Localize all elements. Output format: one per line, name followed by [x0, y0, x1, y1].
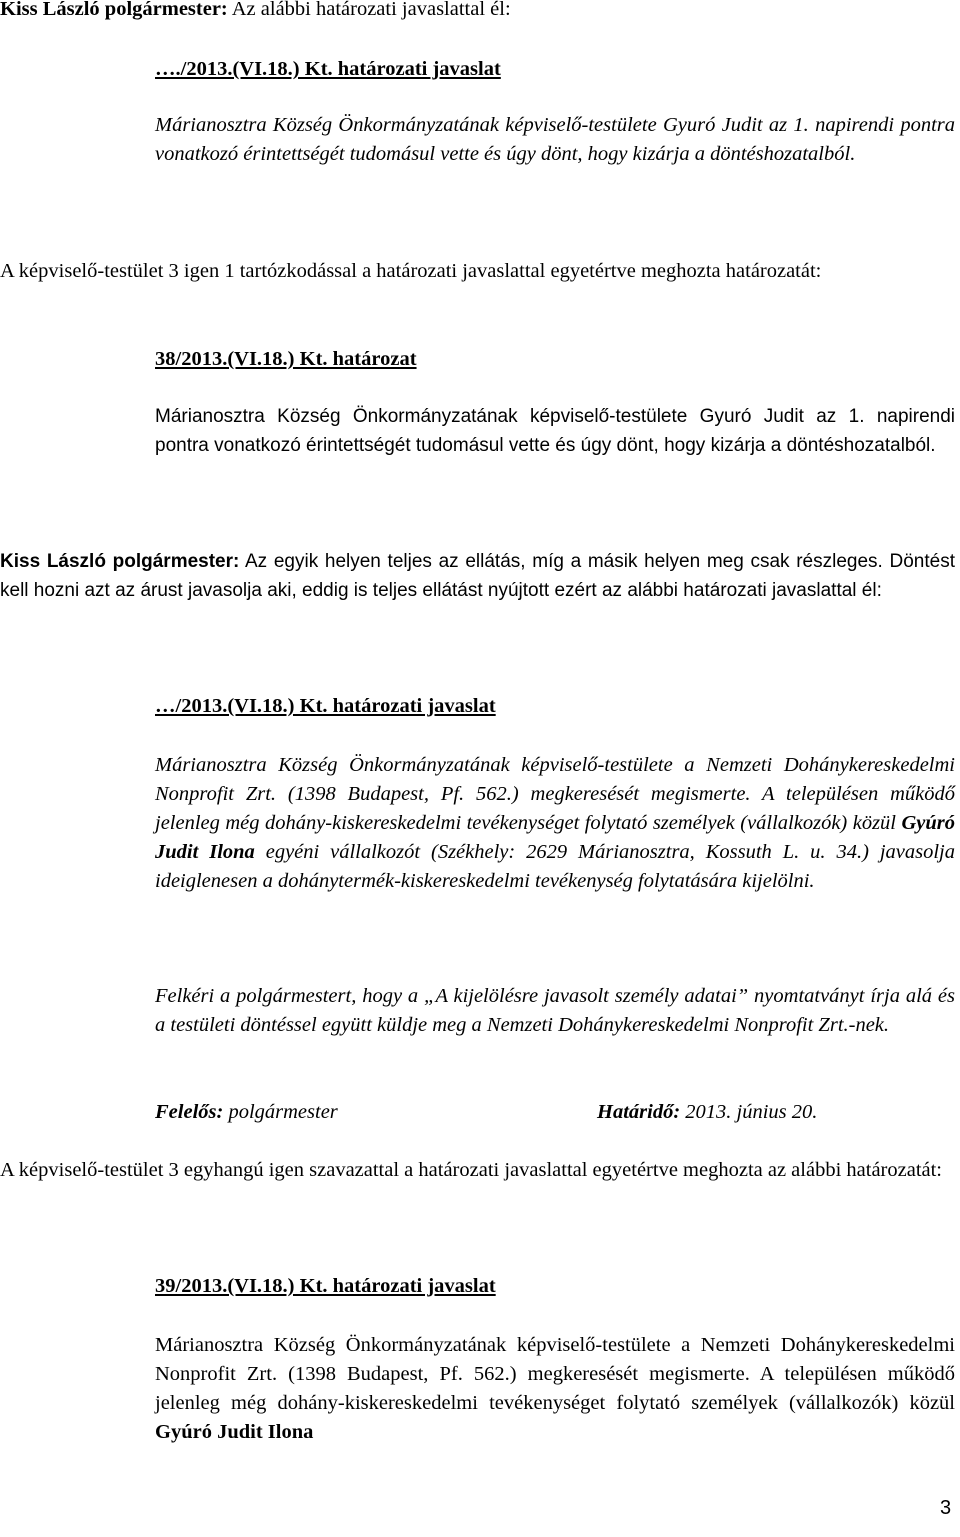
page-number: 3 — [940, 1497, 952, 1519]
paragraph-draft-1: Márianosztra Község Önkormányzatának képviselő-testülete Gyuró Judit az 1. napirendi pontra vonatkozó érintettségét tudomásul vette és úgy dönt, hogy kizárja a döntéshozatalból. — [155, 114, 955, 165]
paragraph-resolution-38: Márianosztra Község Önkormányzatának képviselő-testülete Gyuró Judit az 1. napirendi pontra vonatkozó érintettségét tudomásul vette és úgy dönt, hogy kizárja a döntéshozatalból. — [155, 406, 955, 456]
resolution-heading-38: 38/2013.(VI.18.) Kt. határozat — [155, 348, 417, 370]
deadline-value: 2013. június 20. — [680, 1101, 818, 1123]
person-name: Gyúró Judit Ilona — [155, 812, 955, 863]
paragraph-text: Az alábbi határozati javaslattal él: — [227, 0, 511, 20]
paragraph-draft-2 — [155, 751, 955, 896]
paragraph-text: Az egyik helyen teljes az ellátás, míg a másik helyen meg csak részleges. Döntést kell hozni azt az árust javasolja aki, eddig is teljes ellátást nyújtott ezért az alábbi határozati javaslattal él: — [0, 551, 955, 601]
deadline-line — [597, 1098, 817, 1127]
paragraph-vote-1: A képviselő-testület 3 igen 1 tartózkodással a határozati javaslattal egyetértve meghozta határozatát: — [0, 260, 822, 282]
responsible-label: Felelős: — [155, 1101, 224, 1123]
paragraph-text: Márianosztra Község Önkormányzatának képviselő-testülete a Nemzeti Dohánykereskedelmi Nonprofit Zrt. (1398 Budapest, Pf. 562.) megkeresését megismerte. A településen működő jelenleg még dohány-kiskereskedelmi tevékenységet folytató személyek (vállalkozók) közül — [155, 1334, 955, 1414]
paragraph-intro — [0, 0, 950, 24]
resolution-heading-39: 39/2013.(VI.18.) Kt. határozati javaslat — [155, 1275, 496, 1297]
paragraph-text: Márianosztra Község Önkormányzatának képviselő-testülete a Nemzeti Dohánykereskedelmi Nonprofit Zrt. (1398 Budapest, Pf. 562.) megkeresését megismerte. A településen működő jelenleg még dohány-kiskereskedelmi tevékenységet folytató személyek (vállalkozók) közül — [155, 754, 955, 834]
paragraph-text: egyéni vállalkozót (Székhely: 2629 Márianosztra, Kossuth L. u. 34.) javasolja ideiglenesen a dohánytermék-kiskereskedelmi tevékenység folytatására kijelölni. — [155, 841, 955, 892]
resolution-heading-draft-2: …/2013.(VI.18.) Kt. határozati javaslat — [155, 695, 496, 717]
person-name: Gyúró Judit Ilona — [155, 1421, 314, 1443]
deadline-label: Határidő: — [597, 1101, 681, 1123]
paragraph-resolution-39 — [155, 1331, 955, 1447]
resolution-heading-draft-1: …./2013.(VI.18.) Kt. határozati javaslat — [155, 58, 501, 80]
responsible-line — [155, 1098, 338, 1127]
paragraph-mayor-2 — [0, 547, 955, 605]
responsible-value: polgármester — [223, 1101, 338, 1123]
speaker-label: Kiss László polgármester: — [0, 0, 228, 20]
paragraph-request: Felkéri a polgármestert, hogy a „A kijelölésre javasolt személy adatai” nyomtatványt írja alá és a testületi döntéssel együtt küldje meg a Nemzeti Dohánykereskedelmi Nonprofit Zrt.-nek. — [155, 985, 955, 1036]
paragraph-vote-2: A képviselő-testület 3 egyhangú igen szavazattal a határozati javaslattal egyetértve meghozta az alábbi határozatát: — [0, 1159, 942, 1181]
speaker-label: Kiss László polgármester: — [0, 551, 240, 572]
